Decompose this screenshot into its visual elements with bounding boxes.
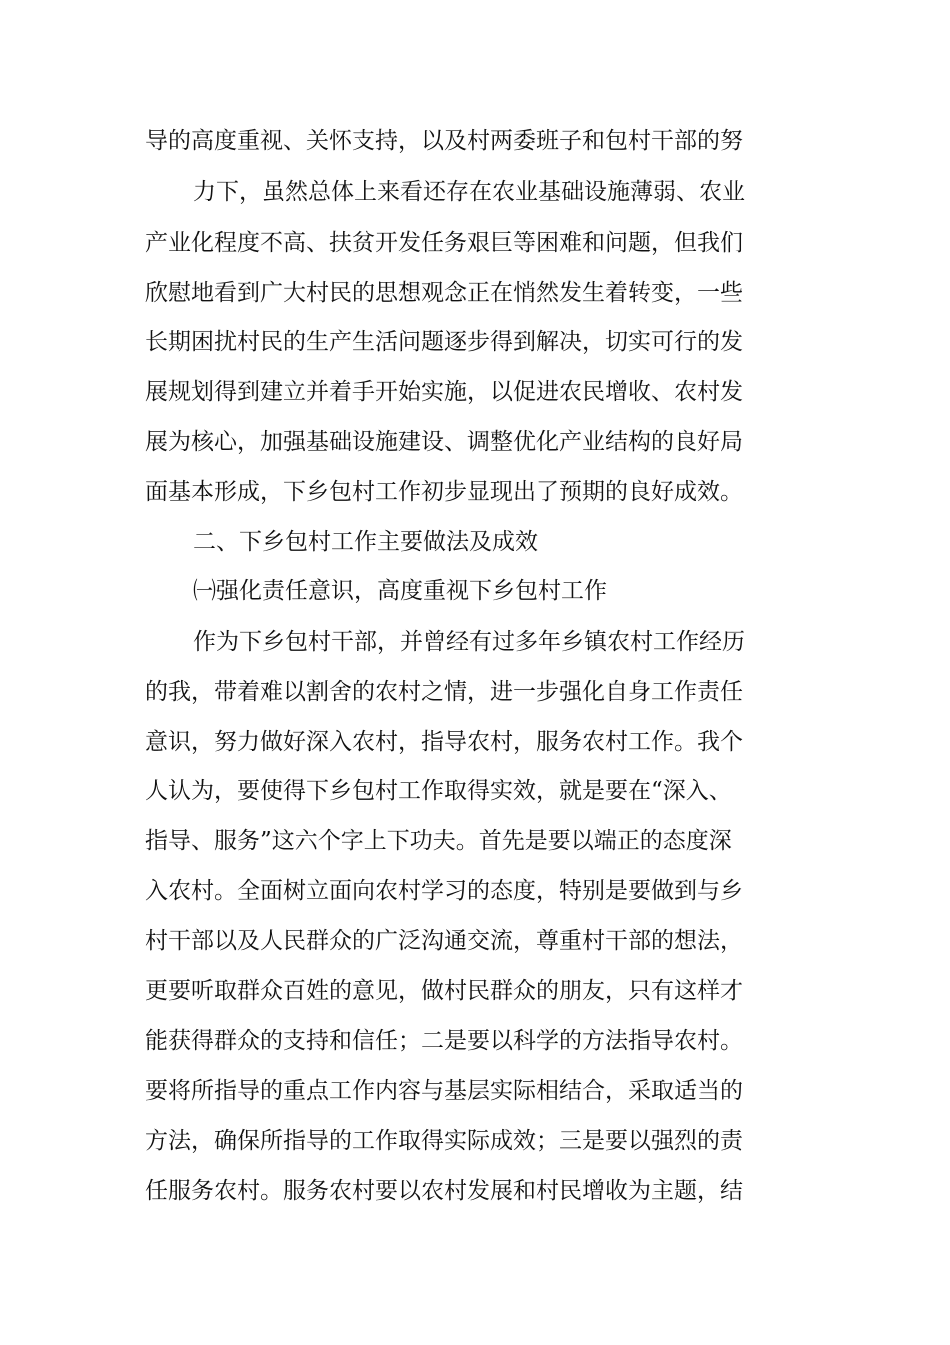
text-line: 更要听取群众百姓的意见，做村民群众的朋友，只有这样才 xyxy=(145,978,743,1004)
text-line: 展为核心，加强基础设施建设、调整优化产业结构的良好局 xyxy=(145,429,743,455)
text-line: 指导、服务”这六个字上下功夫。首先是要以端正的态度深 xyxy=(145,828,732,854)
text-line: 入农村。全面树立面向农村学习的态度，特别是要做到与乡 xyxy=(145,878,743,904)
text-line: 导的高度重视、关怀支持，以及村两委班子和包村干部的努 xyxy=(145,128,743,154)
text-line: 任服务农村。服务农村要以农村发展和村民增收为主题，结 xyxy=(145,1178,743,1204)
text-line: 力下，虽然总体上来看还存在农业基础设施薄弱、农业 xyxy=(193,179,745,205)
text-line: 村干部以及人民群众的广泛沟通交流，尊重村干部的想法， xyxy=(145,928,743,954)
text-line: 面基本形成，下乡包村工作初步显现出了预期的良好成效。 xyxy=(145,479,743,505)
text-line: 产业化程度不高、扶贫开发任务艰巨等困难和问题，但我们 xyxy=(145,230,743,256)
text-line: 长期困扰村民的生产生活问题逐步得到解决，切实可行的发 xyxy=(145,329,743,355)
text-line: 欣慰地看到广大村民的思想观念正在悄然发生着转变，一些 xyxy=(145,280,743,306)
text-line: 人认为，要使得下乡包村工作取得实效，就是要在“深入、 xyxy=(145,778,732,804)
subsection-heading: ㈠强化责任意识，高度重视下乡包村工作 xyxy=(193,578,607,604)
text-line: 意识，努力做好深入农村，指导农村，服务农村工作。我个 xyxy=(145,729,743,755)
text-line: 要将所指导的重点工作内容与基层实际相结合，采取适当的 xyxy=(145,1078,743,1104)
text-line: 方法，确保所指导的工作取得实际成效；三是要以强烈的责 xyxy=(145,1128,743,1154)
section-heading: 二、下乡包村工作主要做法及成效 xyxy=(193,529,538,555)
text-line: 能获得群众的支持和信任；二是要以科学的方法指导农村。 xyxy=(145,1028,743,1054)
text-line: 的我，带着难以割舍的农村之情，进一步强化自身工作责任 xyxy=(145,679,743,705)
text-line: 作为下乡包村干部，并曾经有过多年乡镇农村工作经历 xyxy=(193,629,745,655)
text-line: 展规划得到建立并着手开始实施，以促进农民增收、农村发 xyxy=(145,379,743,405)
